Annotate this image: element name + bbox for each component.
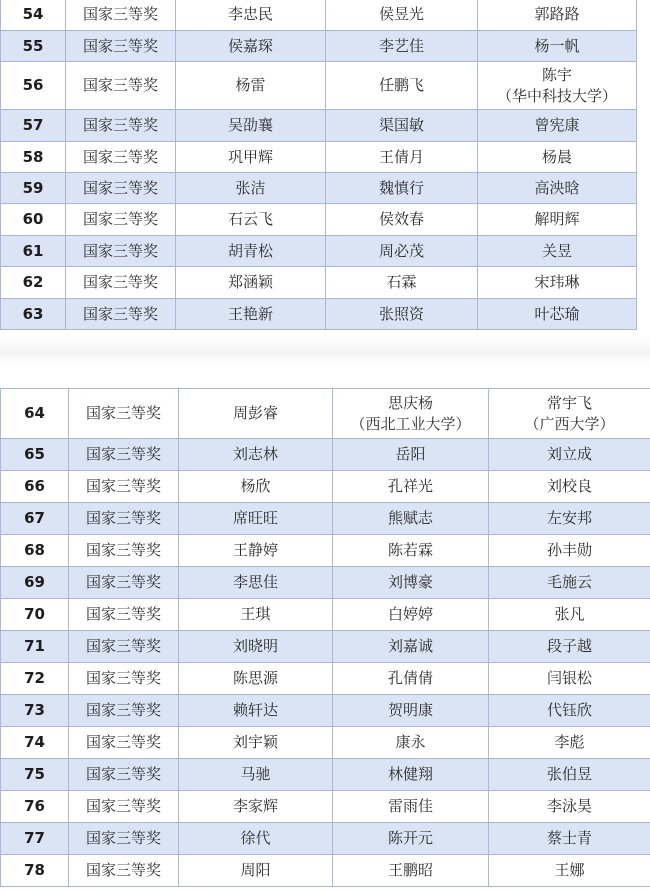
table-row — [1, 631, 650, 663]
award-level-cell — [66, 236, 176, 267]
member-name-text: 刘立成 — [546, 445, 592, 463]
member-name-text: 郑涵颖 — [227, 273, 273, 291]
member-name-text: 陈思源 — [232, 669, 278, 687]
table-row — [1, 389, 650, 439]
row-number — [1, 389, 69, 439]
award-level-cell — [69, 695, 179, 727]
award-level-cell — [66, 0, 176, 31]
member-name-cell — [333, 631, 489, 663]
member-name-text: 李艺佳 — [378, 36, 424, 55]
page-break-gap — [0, 337, 650, 363]
member-name-cell — [326, 0, 478, 31]
member-name-cell — [179, 791, 333, 823]
member-name-text: 侯效春 — [378, 210, 424, 228]
member-name-text: 张凡 — [554, 605, 585, 623]
row-number-text: 64 — [24, 404, 45, 422]
row-number — [1, 0, 66, 31]
award-level-cell — [69, 759, 179, 791]
award-level-text: 国家三等奖 — [85, 861, 161, 879]
member-name-cell — [489, 823, 650, 855]
award-level-text: 国家三等奖 — [82, 273, 158, 291]
member-name-text: 蔡士青 — [546, 829, 592, 847]
member-name-text: 石云飞 — [227, 210, 273, 228]
member-name-text: 渠国敏 — [378, 116, 424, 134]
award-level-cell — [66, 62, 176, 110]
table-row — [1, 503, 650, 535]
member-name-text: 李思佳 — [232, 573, 278, 591]
award-level-text: 国家三等奖 — [82, 116, 158, 134]
member-name-text: 任鹏飞 — [378, 76, 424, 94]
table-row — [1, 823, 650, 855]
award-level-text: 国家三等奖 — [82, 241, 158, 260]
member-name-text: 郭路路 — [534, 5, 580, 23]
award-table-top — [0, 0, 637, 330]
row-number — [1, 62, 66, 110]
row-number — [1, 299, 66, 330]
member-name-cell — [326, 236, 478, 267]
member-name-cell — [176, 299, 326, 330]
member-name-cell — [478, 299, 637, 330]
member-name-cell — [478, 204, 637, 236]
row-number-text: 55 — [22, 36, 44, 55]
row-number — [1, 599, 69, 631]
member-name-text: 左安邦 — [546, 509, 592, 527]
member-name-cell — [179, 855, 333, 887]
table-row — [1, 567, 650, 599]
member-name-cell — [333, 727, 489, 759]
member-name-text: 岳阳 — [395, 445, 426, 463]
award-level-cell — [69, 823, 179, 855]
member-name-cell — [333, 567, 489, 599]
row-number-text: 61 — [22, 241, 44, 260]
member-name-cell — [333, 535, 489, 567]
member-name-text: 侯嘉琛 — [227, 36, 273, 55]
award-level-text: 国家三等奖 — [85, 573, 161, 591]
member-name-cell — [179, 663, 333, 695]
member-name-text: 刘嘉诚 — [387, 637, 433, 655]
award-level-cell — [69, 503, 179, 535]
member-name-cell — [489, 567, 650, 599]
row-number-text: 67 — [24, 509, 45, 527]
award-level-cell — [69, 439, 179, 471]
member-name-text: 孔倩倩 — [387, 669, 433, 687]
row-number — [1, 142, 66, 173]
row-number-text: 60 — [22, 210, 44, 228]
table-row — [1, 110, 637, 142]
member-name-text: 张照资 — [378, 304, 424, 323]
award-level-text: 国家三等奖 — [82, 304, 158, 323]
member-name-text: 思庆杨 — [387, 393, 433, 412]
member-name-cell — [179, 471, 333, 503]
member-name-text: 李彪 — [554, 733, 585, 751]
row-number — [1, 471, 69, 503]
member-name-text: 李忠民 — [227, 5, 273, 23]
row-number — [1, 759, 69, 791]
row-number — [1, 204, 66, 236]
university-note: （华中科技大学） — [496, 86, 617, 105]
row-number-text: 75 — [24, 765, 45, 783]
award-level-cell — [69, 389, 179, 439]
member-name-text: 侯昱光 — [378, 5, 424, 23]
member-name-cell — [326, 31, 478, 62]
member-name-cell — [179, 823, 333, 855]
row-number — [1, 791, 69, 823]
award-level-cell — [66, 110, 176, 142]
member-name-cell — [489, 631, 650, 663]
award-level-text: 国家三等奖 — [85, 669, 161, 687]
member-name-cell — [478, 142, 637, 173]
row-number-text: 78 — [24, 861, 45, 879]
member-name-cell — [176, 204, 326, 236]
member-name-text: 胡青松 — [227, 241, 273, 260]
row-number — [1, 695, 69, 727]
member-name-cell — [489, 439, 650, 471]
member-name-text: 曾宪康 — [534, 116, 580, 134]
row-number-text: 71 — [24, 637, 45, 655]
member-name-text: 周必茂 — [378, 241, 424, 260]
award-level-text: 国家三等奖 — [82, 147, 158, 166]
member-name-cell — [333, 503, 489, 535]
row-number-text: 59 — [22, 178, 44, 197]
award-level-text: 国家三等奖 — [85, 404, 161, 422]
row-number-text: 66 — [24, 477, 45, 495]
member-name-cell — [489, 791, 650, 823]
member-name-cell — [179, 599, 333, 631]
member-name-text: 代钰欣 — [546, 701, 592, 719]
member-name-cell — [333, 855, 489, 887]
table-row — [1, 0, 637, 31]
member-name-text: 陈若霖 — [387, 541, 433, 559]
row-number-text: 70 — [24, 605, 45, 623]
member-name-cell — [179, 727, 333, 759]
award-level-cell — [69, 535, 179, 567]
member-name-cell — [176, 236, 326, 267]
member-name-text: 康永 — [395, 733, 426, 751]
member-name-text: 刘晓明 — [232, 637, 278, 655]
member-name-cell — [326, 173, 478, 204]
row-number-text: 73 — [24, 701, 45, 719]
row-number-text: 69 — [24, 573, 45, 591]
member-name-text: 高泱晗 — [534, 178, 580, 197]
member-name-text: 王鹏昭 — [387, 861, 433, 879]
award-level-cell — [66, 142, 176, 173]
award-level-cell — [69, 567, 179, 599]
table-row — [1, 142, 637, 173]
table-row — [1, 759, 650, 791]
row-number-text: 65 — [24, 445, 45, 463]
award-level-cell — [69, 727, 179, 759]
member-name-cell — [176, 267, 326, 299]
award-level-cell — [69, 631, 179, 663]
member-name-cell — [179, 631, 333, 663]
row-number-text: 62 — [22, 273, 44, 291]
row-number-text: 77 — [24, 829, 45, 847]
award-level-cell — [66, 299, 176, 330]
university-note: （西北工业大学） — [350, 414, 471, 433]
row-number — [1, 567, 69, 599]
member-name-cell — [179, 567, 333, 599]
row-number — [1, 110, 66, 142]
member-name-text: 徐代 — [240, 829, 271, 847]
award-level-text: 国家三等奖 — [82, 178, 158, 197]
award-level-cell — [66, 173, 176, 204]
university-note: （广西大学） — [524, 414, 615, 433]
member-name-cell — [326, 204, 478, 236]
member-name-text: 刘博豪 — [387, 573, 433, 591]
member-name-text: 李泳昊 — [546, 797, 592, 815]
row-number-text: 57 — [22, 116, 44, 134]
table-row — [1, 695, 650, 727]
member-name-cell — [489, 727, 650, 759]
award-level-text: 国家三等奖 — [85, 637, 161, 655]
table-row — [1, 535, 650, 567]
award-level-text: 国家三等奖 — [85, 541, 161, 559]
member-name-text: 雷雨佳 — [387, 797, 433, 815]
member-name-cell — [326, 110, 478, 142]
member-name-text: 陈开元 — [387, 829, 433, 847]
table-row — [1, 791, 650, 823]
row-number-text: 76 — [24, 797, 45, 815]
row-number — [1, 663, 69, 695]
member-name-cell — [478, 236, 637, 267]
table-row — [1, 236, 637, 267]
row-number — [1, 173, 66, 204]
member-name-cell — [176, 110, 326, 142]
member-name-cell — [489, 663, 650, 695]
member-name-text: 刘宇颖 — [232, 733, 278, 751]
row-number — [1, 855, 69, 887]
award-level-text: 国家三等奖 — [85, 765, 161, 783]
member-name-text: 魏慎行 — [378, 178, 424, 197]
member-name-cell — [333, 471, 489, 503]
row-number-text: 63 — [22, 304, 44, 323]
member-name-cell — [326, 62, 478, 110]
award-level-text: 国家三等奖 — [85, 733, 161, 751]
table-row — [1, 471, 650, 503]
award-level-text: 国家三等奖 — [82, 5, 158, 23]
member-name-cell — [478, 62, 637, 110]
award-level-cell — [66, 267, 176, 299]
table-row — [1, 855, 650, 887]
member-name-cell — [179, 389, 333, 439]
table-row — [1, 204, 637, 236]
member-name-cell — [176, 0, 326, 31]
member-name-text: 孔祥光 — [387, 477, 433, 495]
award-level-cell — [69, 471, 179, 503]
member-name-cell — [176, 62, 326, 110]
member-name-cell — [176, 142, 326, 173]
member-name-cell — [326, 299, 478, 330]
member-name-text: 王艳新 — [227, 304, 273, 323]
row-number-text: 72 — [24, 669, 45, 687]
member-name-text: 王琪 — [240, 605, 271, 623]
table-row — [1, 62, 637, 110]
row-number — [1, 503, 69, 535]
member-name-text: 段子越 — [546, 637, 592, 655]
award-level-text: 国家三等奖 — [85, 701, 161, 719]
member-name-text: 张洁 — [235, 178, 266, 197]
member-name-text: 席旺旺 — [232, 509, 278, 527]
member-name-cell — [333, 791, 489, 823]
award-level-text: 国家三等奖 — [82, 76, 158, 94]
row-number — [1, 439, 69, 471]
member-name-text: 王倩月 — [378, 147, 424, 166]
member-name-cell — [333, 389, 489, 439]
award-level-text: 国家三等奖 — [82, 210, 158, 228]
member-name-text: 王娜 — [554, 861, 585, 879]
member-name-text: 李家辉 — [232, 797, 278, 815]
member-name-text: 周阳 — [240, 861, 271, 879]
member-name-text: 叶芯瑜 — [534, 304, 580, 323]
award-level-text: 国家三等奖 — [85, 829, 161, 847]
table-row — [1, 173, 637, 204]
member-name-cell — [333, 439, 489, 471]
member-name-text: 白婷婷 — [387, 605, 433, 623]
member-name-text: 张伯昱 — [546, 765, 592, 783]
row-number-text: 74 — [24, 733, 45, 751]
member-name-cell — [176, 31, 326, 62]
table-row — [1, 599, 650, 631]
member-name-text: 毛施云 — [546, 573, 592, 591]
award-level-text: 国家三等奖 — [85, 797, 161, 815]
member-name-cell — [489, 855, 650, 887]
member-name-cell — [176, 173, 326, 204]
member-name-text: 杨晨 — [541, 147, 572, 166]
member-name-cell — [489, 389, 650, 439]
member-name-text: 熊赋志 — [387, 509, 433, 527]
member-name-text: 杨雷 — [235, 76, 266, 94]
member-name-text: 宋玮琳 — [534, 273, 580, 291]
row-number-text: 54 — [22, 5, 44, 23]
member-name-text: 陈宇 — [541, 65, 572, 84]
table-row — [1, 267, 637, 299]
member-name-cell — [333, 695, 489, 727]
member-name-cell — [478, 0, 637, 31]
member-name-cell — [478, 31, 637, 62]
member-name-cell — [179, 503, 333, 535]
row-number — [1, 727, 69, 759]
member-name-cell — [333, 823, 489, 855]
member-name-text: 赖轩达 — [232, 701, 278, 719]
member-name-cell — [489, 535, 650, 567]
member-name-text: 吴劭襄 — [227, 116, 273, 134]
award-level-cell — [69, 599, 179, 631]
award-level-text: 国家三等奖 — [85, 509, 161, 527]
row-number-text: 58 — [22, 147, 44, 166]
member-name-text: 王静婷 — [232, 541, 278, 559]
member-name-text: 贺明康 — [387, 701, 433, 719]
row-number-text: 56 — [22, 76, 44, 94]
member-name-cell — [179, 695, 333, 727]
row-number — [1, 535, 69, 567]
award-level-cell — [66, 204, 176, 236]
member-name-cell — [326, 142, 478, 173]
member-name-cell — [333, 759, 489, 791]
table-row — [1, 31, 637, 62]
member-name-cell — [489, 503, 650, 535]
member-name-cell — [478, 173, 637, 204]
award-level-text: 国家三等奖 — [85, 605, 161, 623]
table-row — [1, 439, 650, 471]
member-name-text: 巩甲辉 — [227, 147, 273, 166]
member-name-cell — [478, 110, 637, 142]
row-number — [1, 236, 66, 267]
member-name-cell — [179, 759, 333, 791]
award-level-text: 国家三等奖 — [85, 445, 161, 463]
row-number — [1, 31, 66, 62]
member-name-text: 马驰 — [240, 765, 271, 783]
member-name-cell — [478, 267, 637, 299]
award-level-text: 国家三等奖 — [85, 477, 161, 495]
award-level-cell — [69, 855, 179, 887]
member-name-text: 关昱 — [541, 241, 572, 260]
award-table-bottom — [0, 388, 650, 887]
member-name-text: 闫银松 — [546, 669, 592, 687]
table-row — [1, 727, 650, 759]
award-level-cell — [69, 663, 179, 695]
member-name-cell — [489, 759, 650, 791]
member-name-text: 石霖 — [386, 273, 417, 291]
member-name-text: 周彭睿 — [232, 404, 278, 422]
table-row — [1, 299, 637, 330]
member-name-text: 刘校良 — [546, 477, 592, 495]
member-name-cell — [489, 471, 650, 503]
award-level-cell — [66, 31, 176, 62]
row-number — [1, 631, 69, 663]
member-name-cell — [489, 695, 650, 727]
member-name-text: 常宇飞 — [546, 393, 592, 412]
member-name-cell — [333, 599, 489, 631]
member-name-text: 杨欣 — [240, 477, 271, 495]
award-level-text: 国家三等奖 — [82, 36, 158, 55]
member-name-cell — [179, 439, 333, 471]
member-name-text: 孙丰勋 — [546, 541, 592, 559]
row-number — [1, 267, 66, 299]
row-number-text: 68 — [24, 541, 45, 559]
member-name-cell — [489, 599, 650, 631]
member-name-cell — [333, 663, 489, 695]
member-name-text: 杨一帆 — [534, 36, 580, 55]
member-name-text: 解明辉 — [534, 210, 580, 228]
row-number — [1, 823, 69, 855]
table-row — [1, 663, 650, 695]
member-name-text: 林健翔 — [387, 765, 433, 783]
member-name-text: 刘志林 — [232, 445, 278, 463]
award-level-cell — [69, 791, 179, 823]
member-name-cell — [179, 535, 333, 567]
member-name-cell — [326, 267, 478, 299]
